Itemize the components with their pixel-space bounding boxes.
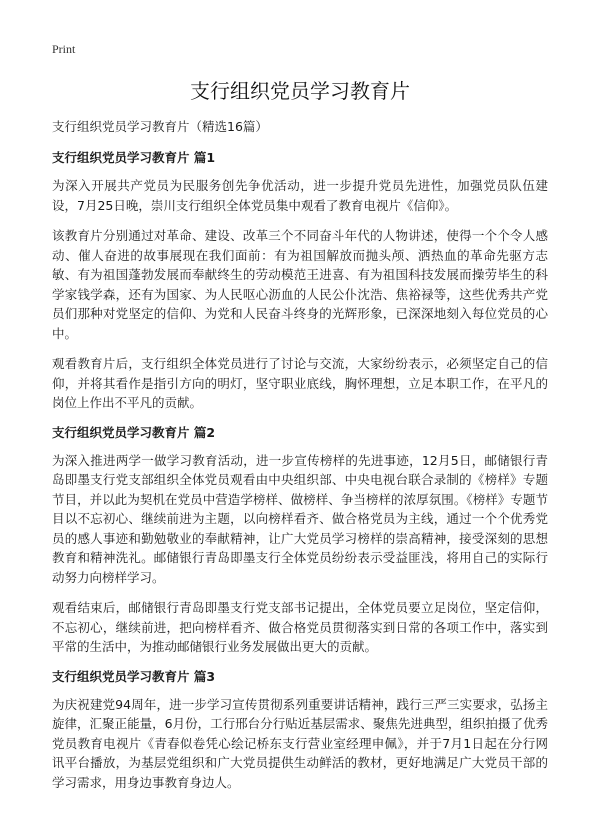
paragraph: 观看结束后，邮储银行青岛即墨支行党支部书记提出，全体党员要立足岗位，坚定信仰，不忘初心，继续前进，把向榜样看齐、做合格党员贯彻落实到日常的各项工作中，落实到平常的生活中，为推动邮储银行业务发展做出更大的贡献。 — [52, 600, 548, 654]
document-subtitle: 支行组织党员学习教育片（精选16篇） — [52, 119, 268, 134]
document-title: 支行组织党员学习教育片 — [190, 79, 410, 103]
section-3 — [52, 668, 548, 793]
paragraph: 观看教育片后，支行组织全体党员进行了讨论与交流，大家纷纷表示，必须坚定自己的信仰，并将其看作是指引方向的明灯，坚守职业底线，胸怀理想，立足本职工作，在平凡的岗位上作出不平凡的贡献。 — [52, 356, 548, 410]
section-heading: 支行组织党员学习教育片 篇3 — [52, 668, 216, 684]
print-label: Print — [52, 42, 76, 56]
paragraph: 为深入开展共产党员为民服务创先争优活动，进一步提升党员先进性，加强党员队伍建设，7月25日晚，崇川支行组织全体党员集中观看了教育电视片《信仰》。 — [52, 178, 548, 213]
paragraph: 该教育片分别通过对革命、建设、改革三个不同奋斗年代的人物讲述，使得一个个令人感动、催人奋进的故事展现在我们面前：有为祖国解放而抛头颅、洒热血的革命先驱方志敏、有为祖国蓬勃发展而奉献终生的劳动模范王进喜、有为祖国科技发展而操劳毕生的科学家钱学森，还有为国家、为人民呕心沥血的人民公仆沈浩、焦裕禄等，这些优秀共产党员们那种对党坚定的信仰、为党和人民奋斗终身的光辉形象，已深深地刻入每位党员的心中。 — [52, 228, 548, 341]
section-heading: 支行组织党员学习教育片 篇1 — [52, 150, 216, 165]
section-heading: 支行组织党员学习教育片 篇2 — [52, 424, 216, 440]
section-1 — [52, 149, 548, 413]
paragraph: 为庆祝建党94周年，进一步学习宣传贯彻系列重要讲话精神，践行三严三实要求，弘扬主旋律，汇聚正能量，6月份，工行邢台分行贴近基层需求、聚焦先进典型，组织拍摄了优秀党员教育电视片《青春似卷凭心绘记桥东支行营业室经理申佩》，并于7月1日起在分行网讯平台播放，为基层党组织和广大党员提供生动鲜活的教材，更好地满足广大党员干部的学习需求，用身边事教育身边人。 — [52, 696, 548, 790]
paragraph: 为深入推进两学一做学习教育活动，进一步宣传榜样的先进事迹，12月5日，邮储银行青岛即墨支行党支部组织全体党员观看由中央组织部、中央电视台联合录制的《榜样》专题节目，并以此为契机在党员中营造学榜样、做榜样、争当榜样的浓厚氛围。《榜样》专题节目以不忘初心、继续前进为主题，以向榜样看齐、做合格党员为主线，通过一个个优秀党员的感人事迹和勤勉敬业的奉献精神，让广大党员学习榜样的崇高精神，接受深刻的思想教育和精神洗礼。邮储银行青岛即墨支行全体党员纷纷表示受益匪浅，将用自己的实际行动努力向榜样学习。 — [52, 452, 548, 585]
section-2 — [52, 424, 548, 657]
